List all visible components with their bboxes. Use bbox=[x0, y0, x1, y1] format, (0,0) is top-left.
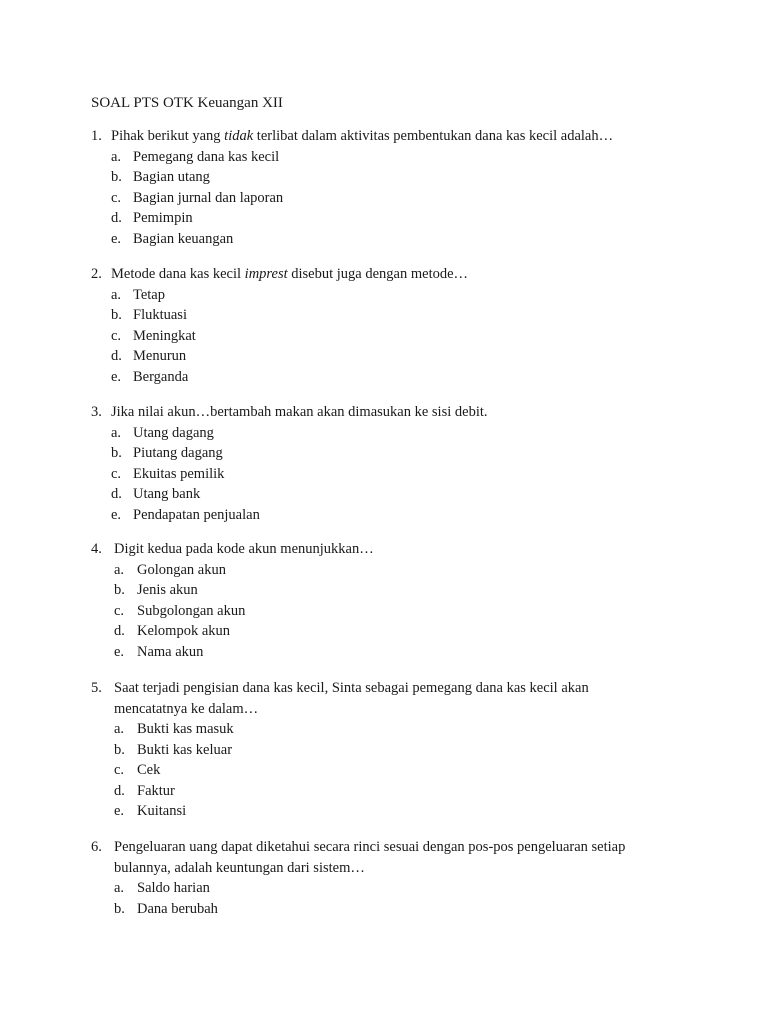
option-letter: d. bbox=[111, 210, 122, 227]
option-text: Pemegang dana kas kecil bbox=[133, 148, 280, 165]
option-text: Pendapatan penjualan bbox=[133, 506, 260, 523]
options-list bbox=[91, 285, 691, 388]
option-text: Piutang dagang bbox=[133, 445, 223, 462]
question-text: Saat terjadi pengisian dana kas kecil, Sinta sebagai pemegang dana kas kecil akan bbox=[114, 680, 589, 696]
option-d bbox=[91, 621, 691, 642]
question-3 bbox=[91, 402, 691, 525]
option-b bbox=[91, 443, 691, 464]
option-text: Kelompok akun bbox=[137, 623, 231, 640]
question-text: Pengeluaran uang dapat diketahui secara rinci sesuai dengan pos-pos pengeluaran setiap bbox=[114, 839, 626, 855]
option-letter: e. bbox=[111, 506, 122, 523]
option-letter: c. bbox=[114, 602, 125, 619]
question-4-stem bbox=[91, 539, 691, 560]
question-5 bbox=[91, 678, 691, 822]
option-text: Utang bank bbox=[133, 486, 201, 503]
option-letter: d. bbox=[111, 486, 122, 503]
option-b bbox=[91, 740, 691, 761]
question-3-stem bbox=[91, 402, 691, 423]
option-text: Jenis akun bbox=[137, 582, 198, 599]
option-text: Bagian utang bbox=[133, 169, 210, 186]
option-c bbox=[91, 188, 691, 209]
question-number: 1. bbox=[91, 128, 102, 144]
question-text: Metode dana kas kecil imprest disebut juga dengan metode… bbox=[111, 266, 469, 282]
question-2-stem bbox=[91, 264, 691, 285]
option-letter: d. bbox=[114, 623, 125, 640]
option-letter: e. bbox=[114, 643, 125, 660]
question-text: Pihak berikut yang tidak terlibat dalam aktivitas pembentukan dana kas kecil adalah… bbox=[111, 128, 614, 144]
question-text-continued: bulannya, adalah keuntungan dari sistem… bbox=[114, 859, 365, 876]
option-a bbox=[91, 423, 691, 444]
option-letter: c. bbox=[111, 327, 122, 344]
options-list bbox=[91, 423, 691, 526]
option-text: Tetap bbox=[133, 286, 165, 303]
question-number: 3. bbox=[91, 404, 102, 420]
option-e bbox=[91, 229, 691, 250]
question-number: 4. bbox=[91, 541, 102, 557]
option-text: Bukti kas masuk bbox=[137, 721, 234, 737]
option-text: Cek bbox=[137, 762, 161, 779]
option-letter: b. bbox=[111, 445, 122, 462]
option-c bbox=[91, 760, 691, 781]
option-text: Kuitansi bbox=[137, 803, 187, 820]
option-letter: a. bbox=[114, 721, 125, 737]
option-text: Faktur bbox=[137, 782, 175, 799]
option-text: Pemimpin bbox=[133, 210, 193, 227]
option-letter: b. bbox=[111, 307, 122, 324]
option-e bbox=[91, 801, 691, 822]
option-a bbox=[91, 560, 691, 581]
option-b bbox=[91, 167, 691, 188]
question-number: 5. bbox=[91, 680, 102, 696]
option-letter: a. bbox=[114, 880, 125, 896]
option-e bbox=[91, 505, 691, 526]
question-5-stem bbox=[91, 678, 691, 699]
option-d bbox=[91, 208, 691, 229]
options-list bbox=[91, 878, 691, 919]
option-letter: d. bbox=[111, 348, 122, 365]
option-d bbox=[91, 484, 691, 505]
option-text: Golongan akun bbox=[137, 561, 226, 578]
option-text: Dana berubah bbox=[137, 900, 218, 917]
option-letter: a. bbox=[114, 561, 125, 578]
option-letter: e. bbox=[114, 803, 125, 820]
question-number: 2. bbox=[91, 266, 102, 282]
question-1 bbox=[91, 126, 691, 249]
option-a bbox=[91, 147, 691, 168]
option-letter: c. bbox=[111, 465, 122, 482]
question-6 bbox=[91, 837, 691, 919]
option-text: Saldo harian bbox=[137, 880, 210, 896]
option-text: Nama akun bbox=[137, 643, 204, 660]
option-c bbox=[91, 326, 691, 347]
question-text: Jika nilai akun…bertambah makan akan dimasukan ke sisi debit. bbox=[111, 404, 488, 420]
option-d bbox=[91, 781, 691, 802]
question-text-continued: mencatatnya ke dalam… bbox=[114, 700, 259, 717]
option-c bbox=[91, 601, 691, 622]
options-list bbox=[91, 560, 691, 663]
question-emphasis: tidak bbox=[224, 128, 254, 144]
option-text: Ekuitas pemilik bbox=[133, 465, 225, 482]
option-a bbox=[91, 285, 691, 306]
options-list bbox=[91, 719, 691, 822]
option-text: Bagian jurnal dan laporan bbox=[133, 189, 284, 206]
option-text: Utang dagang bbox=[133, 424, 214, 441]
option-letter: a. bbox=[111, 286, 122, 303]
question-emphasis: imprest bbox=[244, 266, 288, 282]
option-letter: c. bbox=[111, 189, 122, 206]
option-b bbox=[91, 580, 691, 601]
question-6-stem bbox=[91, 837, 691, 858]
option-b bbox=[91, 305, 691, 326]
option-text: Fluktuasi bbox=[133, 307, 187, 324]
question-text: Digit kedua pada kode akun menunjukkan… bbox=[114, 541, 374, 557]
option-letter: e. bbox=[111, 368, 122, 385]
option-text: Berganda bbox=[133, 368, 189, 385]
option-letter: b. bbox=[114, 582, 125, 599]
option-b bbox=[91, 899, 691, 920]
option-text: Bagian keuangan bbox=[133, 230, 234, 247]
option-letter: c. bbox=[114, 762, 125, 779]
option-text: Menurun bbox=[133, 348, 187, 365]
option-text: Bukti kas keluar bbox=[137, 741, 233, 758]
option-d bbox=[91, 346, 691, 367]
option-letter: b. bbox=[114, 900, 125, 917]
option-text: Subgolongan akun bbox=[137, 602, 246, 619]
option-text: Meningkat bbox=[133, 327, 196, 344]
option-c bbox=[91, 464, 691, 485]
question-number: 6. bbox=[91, 839, 102, 855]
question-1-stem bbox=[91, 126, 691, 147]
option-a bbox=[91, 719, 691, 740]
option-letter: b. bbox=[111, 169, 122, 186]
option-letter: a. bbox=[111, 148, 122, 165]
document-title: SOAL PTS OTK Keuangan XII bbox=[91, 95, 283, 111]
option-e bbox=[91, 642, 691, 663]
option-e bbox=[91, 367, 691, 388]
option-a bbox=[91, 878, 691, 899]
option-letter: d. bbox=[114, 782, 125, 799]
question-2 bbox=[91, 264, 691, 387]
question-4 bbox=[91, 539, 691, 662]
option-letter: a. bbox=[111, 424, 122, 441]
option-letter: e. bbox=[111, 230, 122, 247]
option-letter: b. bbox=[114, 741, 125, 758]
options-list bbox=[91, 147, 691, 250]
